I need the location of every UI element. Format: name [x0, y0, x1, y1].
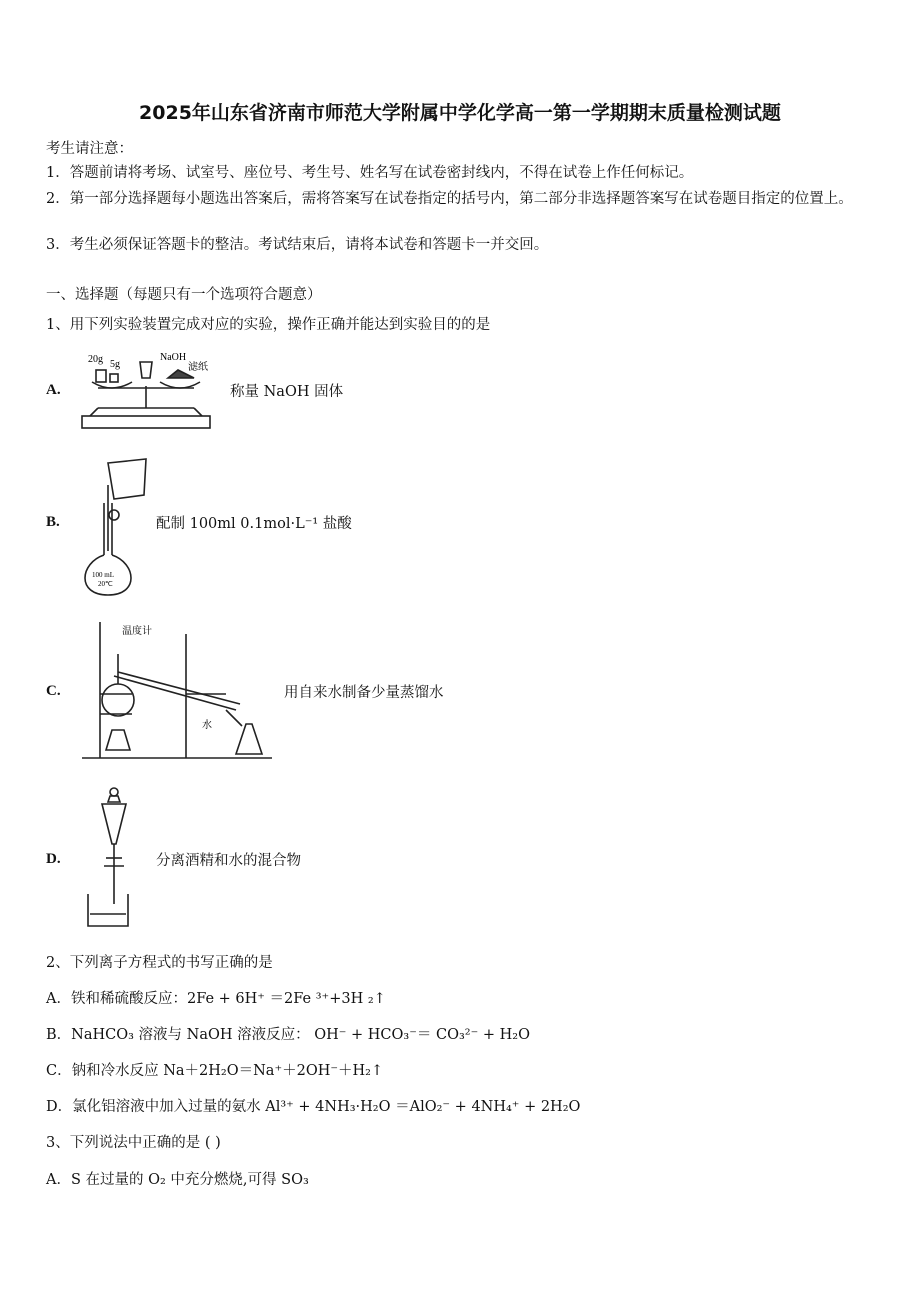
balance-label-20g: 20g: [88, 354, 103, 365]
q1-option-d-label: D.: [46, 851, 61, 867]
distillation-label-water: 水: [202, 720, 212, 731]
notice-item-3: 3．考生必须保证答题卡的整洁。考试结束后，请将本试卷和答题卡一并交回。: [46, 237, 549, 253]
q1-option-a-text: 称量 NaOH 固体: [230, 384, 344, 400]
q1-option-b-label: B.: [46, 514, 60, 530]
balance-label-naoh: NaOH: [160, 352, 187, 363]
section-heading: 一、选择题（每题只有一个选项符合题意）: [46, 287, 322, 303]
balance-label-5g: 5g: [110, 359, 120, 370]
q2-option-b: B．NaHCO₃ 溶液与 NaOH 溶液反应： OH⁻ + HCO₃⁻＝ CO₃²⁻ + H₂O: [46, 1027, 530, 1043]
volumetric-flask-figure: [74, 455, 154, 597]
distillation-figure: [76, 614, 276, 762]
question-3-stem: 3、下列说法中正确的是 ( ): [46, 1135, 221, 1151]
q1-option-c-text: 用自来水制备少量蒸馏水: [284, 685, 444, 701]
distillation-label-thermometer: 温度计: [122, 626, 152, 637]
question-1-stem: 1、用下列实验装置完成对应的实验，操作正确并能达到实验目的的是: [46, 317, 491, 333]
notice-item-2: 2．第一部分选择题每小题选出答案后，需将答案写在试卷指定的括号内，第二部分非选择题答案写在试卷题目指定的位置上。: [46, 191, 853, 207]
notice-heading: 考生请注意：: [46, 141, 133, 157]
separatory-funnel-figure: [80, 784, 144, 930]
q1-option-a-label: A.: [46, 382, 61, 398]
q1-option-d-text: 分离酒精和水的混合物: [156, 853, 301, 869]
q2-option-c: C．钠和冷水反应 Na＋2H₂O＝Na⁺＋2OH⁻＋H₂↑: [46, 1063, 384, 1079]
notice-item-1: 1．答题前请将考场、试室号、座位号、考生号、姓名写在试卷密封线内，不得在试卷上作任何标记。: [46, 165, 694, 181]
q1-option-b-text: 配制 100ml 0.1mol·L⁻¹ 盐酸: [156, 516, 352, 532]
flask-label-temp: 20℃: [98, 580, 113, 588]
q2-option-a: A．铁和稀硫酸反应：2Fe + 6H⁺ ＝2Fe ³⁺+3H ₂↑: [46, 991, 386, 1007]
balance-label-filter-paper: 滤纸: [188, 362, 208, 373]
flask-label-volume: 100 mL: [92, 571, 114, 579]
q2-option-d: D．氯化铝溶液中加入过量的氨水 Al³⁺ + 4NH₃·H₂O ＝AlO₂⁻ + 4NH₄⁺ + 2H₂O: [46, 1099, 581, 1115]
question-2-stem: 2、下列离子方程式的书写正确的是: [46, 955, 273, 971]
balance-figure: [78, 348, 218, 430]
page-title: 2025年山东省济南市师范大学附属中学化学高一第一学期期末质量检测试题: [139, 102, 781, 124]
q1-option-c-label: C.: [46, 683, 61, 699]
q3-option-a: A．S 在过量的 O₂ 中充分燃烧,可得 SO₃: [46, 1172, 309, 1188]
